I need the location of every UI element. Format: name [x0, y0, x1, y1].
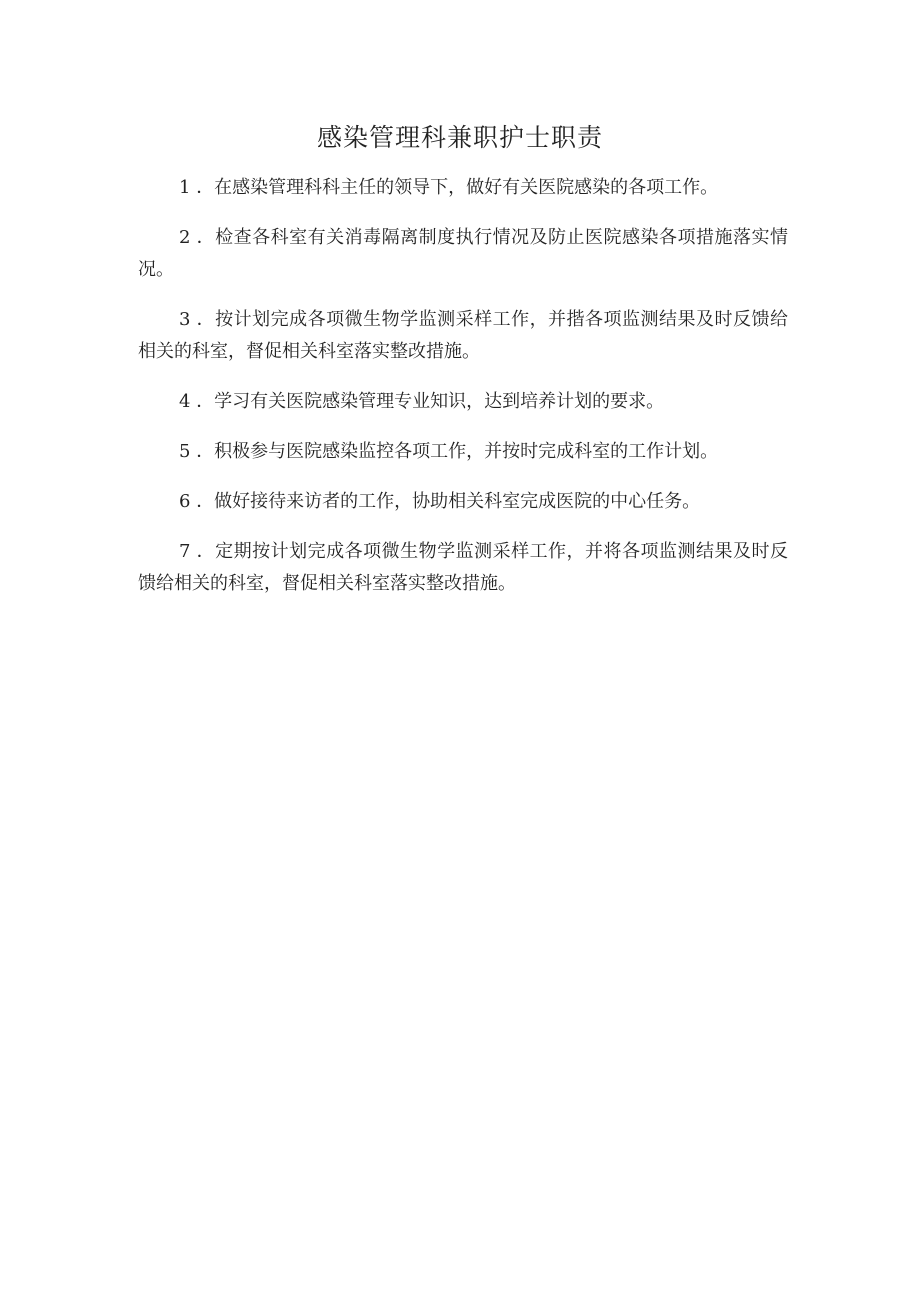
- item-text: ．学习有关医院感染管理专业知识，达到培养计划的要求。: [196, 391, 665, 412]
- duty-list: [138, 172, 788, 618]
- list-item: [138, 486, 788, 518]
- list-item: [138, 536, 788, 600]
- item-number: 6: [179, 491, 191, 512]
- item-number: 1: [179, 177, 191, 198]
- list-item: [138, 304, 788, 368]
- item-number: 7: [179, 541, 191, 562]
- list-item: [138, 172, 788, 204]
- item-text: ．积极参与医院感染监控各项工作，并按时完成科室的工作计划。: [196, 441, 719, 462]
- item-text: ．按计划完成各项微生物学监测采样工作，并揩各项监测结果及时反馈给相关的科室，督促相关科室落实整改措施。: [138, 309, 788, 362]
- item-number: 2: [179, 227, 191, 248]
- item-text: ．定期按计划完成各项微生物学监测采样工作，并将各项监测结果及时反馈给相关的科室，督促相关科室落实整改措施。: [138, 541, 788, 594]
- item-text: ．做好接待来访者的工作，协助相关科室完成医院的中心任务。: [196, 491, 701, 512]
- page-title: 感染管理科兼职护士职责: [316, 123, 603, 152]
- list-item: [138, 436, 788, 468]
- item-number: 5: [179, 441, 191, 462]
- item-number: 3: [179, 309, 191, 330]
- item-text: ．检查各科室有关消毒隔离制度执行情况及防止医院感染各项措施落实情况。: [138, 227, 788, 280]
- list-item: [138, 386, 788, 418]
- list-item: [138, 222, 788, 286]
- item-number: 4: [179, 391, 191, 412]
- item-text: ．在感染管理科科主任的领导下，做好有关医院感染的各项工作。: [196, 177, 719, 198]
